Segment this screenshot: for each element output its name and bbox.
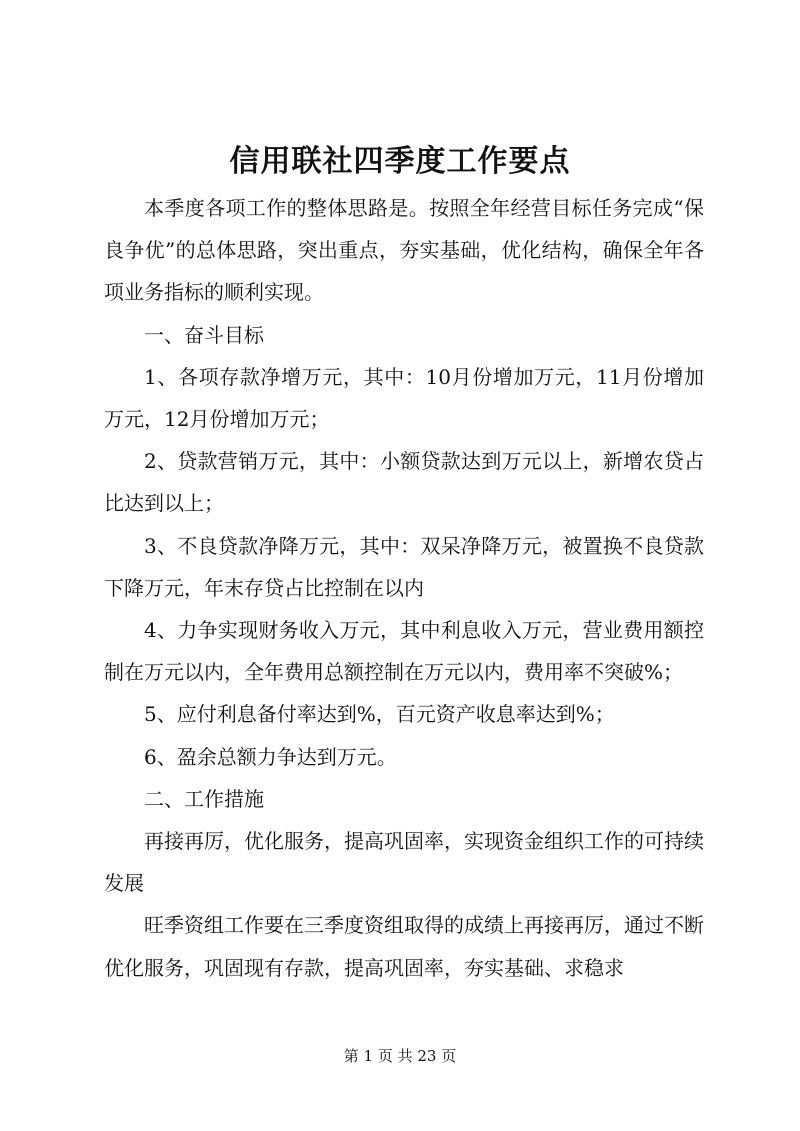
paragraph-measure-heading: 再接再厉，优化服务，提高巩固率，实现资金组织工作的可持续发展: [104, 829, 704, 896]
paragraph-goal-2: 2、贷款营销万元，其中：小额贷款达到万元以上，新增农贷占比达到以上；: [104, 449, 704, 516]
paragraph-goal-5: 5、应付利息备付率达到%，百元资产收息率达到%；: [144, 702, 615, 727]
paragraph-goal-3: 3、不良贷款净降万元，其中：双呆净降万元，被置换不良贷款下降万元，年末存贷占比控制在以内: [104, 533, 704, 600]
section-heading-goals: 一、奋斗目标: [144, 322, 264, 347]
section-heading-measures: 二、工作措施: [144, 786, 264, 811]
paragraph-overview: 本季度各项工作的整体思路是。按照全年经营目标任务完成“保良争优”的总体思路，突出重点，夯实基础，优化结构，确保全年各项业务指标的顺利实现。: [104, 196, 704, 305]
paragraph-goal-4: 4、力争实现财务收入万元，其中利息收入万元，营业费用额控制在万元以内，全年费用总额控制在万元以内，费用率不突破%；: [104, 618, 704, 685]
paragraph-goal-1: 1、各项存款净增万元，其中：10月份增加万元，11月份增加万元，12月份增加万元；: [104, 364, 704, 432]
page-footer: 第 1 页 共 23 页: [343, 1047, 457, 1065]
document-body: [104, 187, 704, 989]
document-title: 信用联社四季度工作要点: [229, 144, 571, 179]
paragraph-goal-6: 6、盈余总额力争达到万元。: [144, 744, 397, 769]
paragraph-measure-detail: 旺季资组工作要在三季度资组取得的成绩上再接再厉，通过不断优化服务，巩固现有存款，提高巩固率，夯实基础、求稳求: [104, 913, 704, 980]
